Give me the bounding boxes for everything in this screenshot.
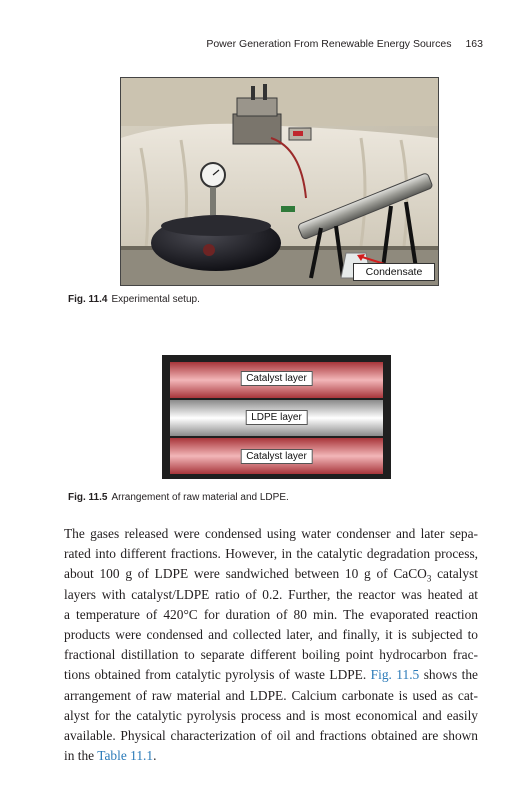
body-text-span: shows the [419, 667, 478, 683]
running-title: Power Generation From Renewable Energy Sources [206, 38, 452, 50]
body-line [64, 665, 478, 685]
body-line: fractional distillation to separate different boiling point hydrocarbon frac- [64, 647, 478, 663]
condensate-callout [353, 263, 435, 281]
body-line: arrangement of raw material and LDPE. Calcium carbonate is used as cat- [64, 687, 478, 703]
running-head [206, 38, 483, 50]
page-number: 163 [465, 38, 483, 50]
body-line: alyst for the catalytic pyrolysis process and is most economical and easily [64, 707, 478, 723]
body-text-span: about 100 g of LDPE were sandwiched between 10 g of CaCO [64, 566, 427, 582]
fig-11-4-caption-text: Experimental setup. [111, 294, 200, 305]
body-text-span: tions obtained from catalytic pyrolysis of waste LDPE. [64, 667, 371, 683]
fig-11-5-caption-text: Arrangement of raw material and LDPE. [111, 492, 289, 503]
body-line [64, 746, 478, 766]
catalyst-layer-bottom-label: Catalyst layer [240, 449, 313, 464]
catalyst-layer-top-label: Catalyst layer [240, 371, 313, 386]
fig-11-5-label: Fig. 11.5 [68, 492, 108, 503]
body-line: products were condensed and collected later, and finally, it is subjected to [64, 627, 478, 643]
ldpe-layer-label: LDPE layer [245, 410, 308, 425]
body-text-span: . [153, 748, 157, 764]
fig-11-5-caption [68, 492, 289, 503]
table-11-1-link[interactable]: Table 11.1 [97, 748, 154, 764]
experimental-setup-illustration [121, 78, 438, 285]
experimental-setup-photo [120, 77, 439, 286]
fig-11-4-caption [68, 294, 200, 305]
body-line: a temperature of 420°C for duration of 80 min. The evaporated reaction [64, 606, 478, 622]
fig-11-4-label: Fig. 11.4 [68, 294, 108, 305]
body-text-span: catalyst [431, 566, 478, 582]
body-line: layers with catalyst/LDPE ratio of 0.2. Further, the reactor was heated at [64, 586, 478, 602]
layer-arrangement-diagram [162, 355, 391, 479]
body-text-span: in the [64, 748, 98, 764]
fig-11-5-link[interactable]: Fig. 11.5 [370, 667, 420, 683]
body-paragraph [64, 524, 478, 766]
body-line: rated into different fractions. However, in the catalytic degradation process, [64, 546, 478, 562]
body-line: The gases released were condensed using water condenser and later sepa- [64, 526, 478, 541]
condensate-label: Condensate [365, 266, 423, 278]
body-line [64, 564, 478, 584]
subscript: 3 [426, 574, 432, 585]
body-line: available. Physical characterization of oil and fractions obtained are shown [64, 728, 478, 744]
